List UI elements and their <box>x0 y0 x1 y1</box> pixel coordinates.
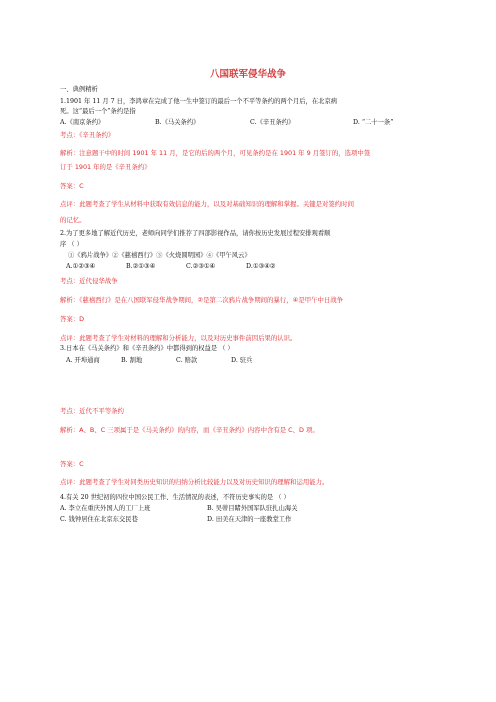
q3-option-b: B. 割地 <box>121 357 143 364</box>
q4-option-b: B. 吴蒂目睹外国军队驻扎山海关 <box>207 505 298 512</box>
q1-answer: 答案：C <box>60 182 84 190</box>
q1-stem-line1: 1.1901 年 11 月 7 日，李鸿章在完成了他一生中签订的最后一个不平等条约的两个月后，在北京病 <box>60 98 338 105</box>
q4-stem: 4.有关 20 世纪初的四位中国公民工作、生活情况的表述，不符历史事实的是 （ ） <box>60 494 290 501</box>
q2-jiexi: 解析：《慈禧西行》是在八国联军侵华战争期间，②是第二次鸦片战争期间的暴行，④是甲午中日战争 <box>60 296 344 304</box>
q4-options-row2 <box>60 516 291 524</box>
q1-options <box>60 119 393 127</box>
section-heading: 一、典例精析 <box>60 86 98 93</box>
q3-stem: 3.日本在《马关条约》和《辛丑条约》中都得到的权益是 （ ） <box>60 345 234 352</box>
q2-dianping: 点评：此题考查了学生对材料的理解和分析能力，以及对历史事件前因后果的认识。 <box>60 334 297 342</box>
q1-dianping-line2: 的记忆。 <box>60 216 86 224</box>
q1-dianping-line1: 点评：此题考查了学生从材料中获取有效信息的能力，以及对基础知识的理解和掌握。关键是对签约时间 <box>60 200 354 208</box>
q3-options <box>66 357 286 365</box>
q2-option-a: A.①②③④ <box>66 263 96 270</box>
q1-kaodian: 考点：《辛丑条约》 <box>60 131 115 139</box>
q3-answer: 答案：C <box>60 460 84 468</box>
q1-jiexi-line2: 订于 1901 年的是《辛丑条约》 <box>60 163 151 171</box>
q3-kaodian: 考点：近代不平等条约 <box>60 407 124 415</box>
q1-option-a: A.《南京条约》 <box>60 119 105 126</box>
q1-jiexi-line1: 解析：注意题干中的时间 1901 年 11 月，是它的后的两个月，可见条约是在 1901 年 9 月签订的，选项中签 <box>60 149 371 157</box>
q3-option-d: D. 驻兵 <box>231 357 253 364</box>
q2-works: ①《鸦片战争》②《慈禧西行》③《火烧圆明园》④《甲午风云》 <box>68 252 251 259</box>
q3-dianping: 点评：此题考查了学生对同类历史知识的归纳分析比较能力以及对历史知识的理解和运用能力。 <box>60 478 329 486</box>
page-title: 八国联军侵华战争 <box>209 69 286 80</box>
q3-option-a: A. 开埠通商 <box>66 357 100 364</box>
q2-stem-line2: 序 （ ） <box>60 241 83 248</box>
q2-option-d: D.①③④② <box>246 263 276 270</box>
q2-options <box>66 263 306 271</box>
q2-option-b: B.②①③④ <box>126 263 156 270</box>
q2-option-c: C.②③①④ <box>186 263 216 270</box>
q2-stem-line1: 2.为了更多地了解近代历史，老师向同学们推荐了四部影视作品，请你按历史发展过程安排观看顺 <box>60 230 331 237</box>
q1-option-c: C.《辛丑条约》 <box>250 119 295 126</box>
q1-stem-line2: 死。这“最后一个”条约是指 <box>60 108 136 115</box>
q4-option-a: A. 李立在重庆外国人的工厂上班 <box>60 505 151 512</box>
q2-kaodian: 考点：近代侵华战争 <box>60 277 118 285</box>
q4-option-c: C. 钱钟居住在北京东交民巷 <box>60 516 138 523</box>
q2-answer: 答案：D <box>60 315 85 323</box>
q3-option-c: C. 赔款 <box>176 357 198 364</box>
q4-option-d: D. 田美在天津的一座教堂工作 <box>207 516 292 523</box>
q1-option-d: D. “二十一条” <box>353 119 394 126</box>
q1-option-b: B.《马关条约》 <box>155 119 200 126</box>
q3-jiexi: 解析：A、B、C 三项属于是《马关条约》的内容，而《辛丑条约》内容中含有是 C、D 项。 <box>60 426 319 434</box>
q4-options-row1 <box>60 505 298 513</box>
